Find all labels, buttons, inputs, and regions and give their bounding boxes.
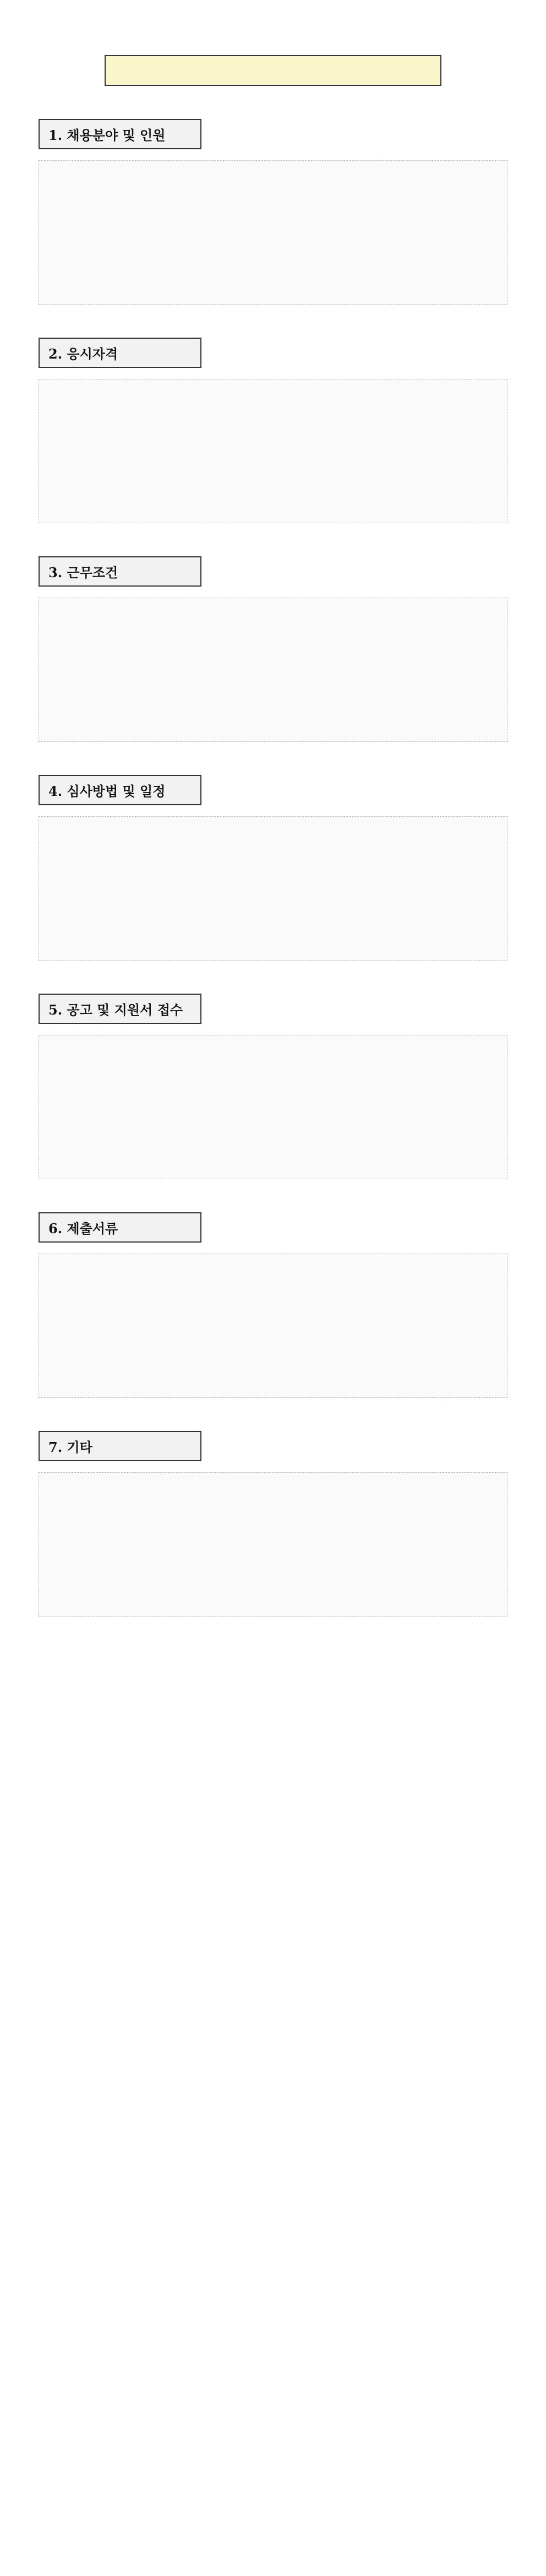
section-heading-3: 3. 근무조건	[39, 556, 201, 587]
section-body-6	[39, 1254, 507, 1398]
section-body-5	[39, 1035, 507, 1179]
section-3	[39, 556, 507, 742]
title-box	[105, 55, 441, 86]
section-2	[39, 338, 507, 523]
section-6	[39, 1212, 507, 1398]
section-heading-4: 4. 심사방법 및 일정	[39, 775, 201, 805]
section-4	[39, 775, 507, 961]
section-body-1	[39, 160, 507, 305]
section-heading-7: 7. 기타	[39, 1431, 201, 1461]
section-heading-5: 5. 공고 및 지원서 접수	[39, 994, 201, 1024]
section-body-3	[39, 598, 507, 742]
section-body-4	[39, 816, 507, 961]
section-7	[39, 1431, 507, 1617]
section-heading-6: 6. 제출서류	[39, 1212, 201, 1243]
section-heading-1: 1. 채용분야 및 인원	[39, 119, 201, 149]
section-5	[39, 994, 507, 1179]
section-1	[39, 119, 507, 305]
section-body-7	[39, 1472, 507, 1617]
section-body-2	[39, 379, 507, 523]
section-heading-2: 2. 응시자격	[39, 338, 201, 368]
